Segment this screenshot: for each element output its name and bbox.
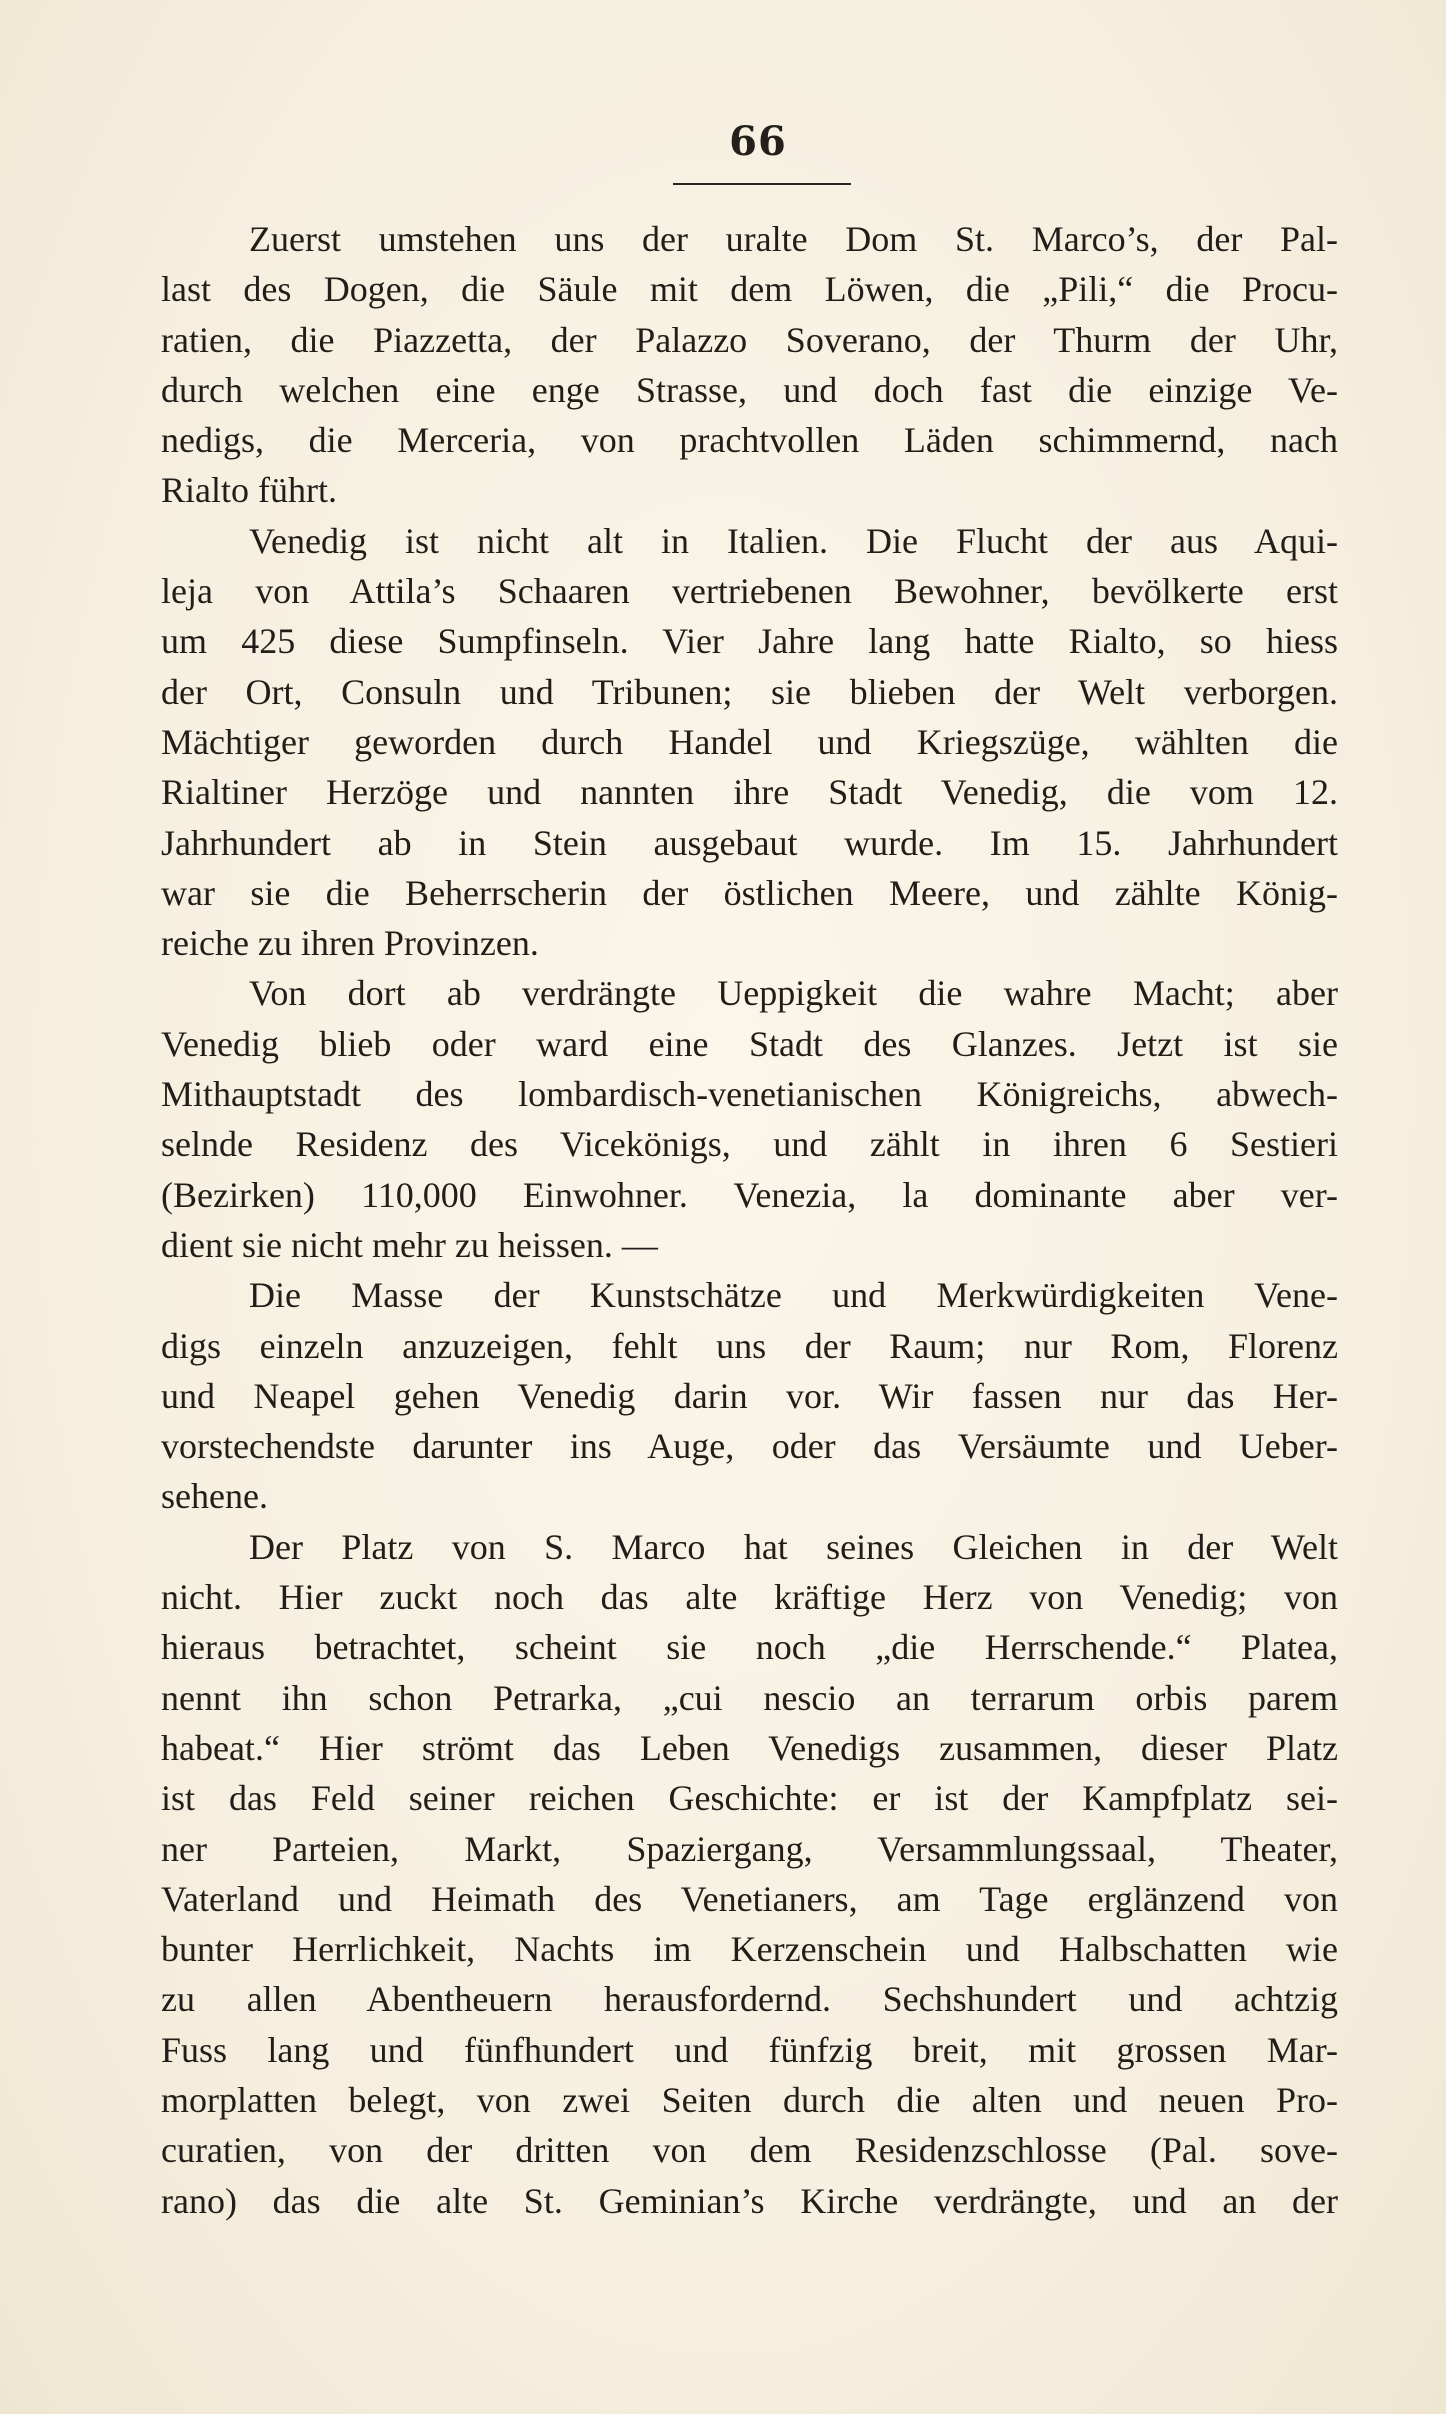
text-line: Von dort ab verdrängte Ueppigkeit die wahre Macht; aber xyxy=(249,973,1338,1014)
text-line: hieraus betrachtet, scheint sie noch „die Herrschende.“ Platea, xyxy=(161,1627,1338,1668)
text-line: leja von Attila’s Schaaren vertriebenen Bewohner, bevölkerte erst xyxy=(161,571,1338,612)
text-line: vorstechendste darunter ins Auge, oder das Versäumte und Ueber- xyxy=(161,1426,1338,1467)
text-line: curatien, von der dritten von dem Residenzschlosse (Pal. sove- xyxy=(161,2130,1338,2171)
header-rule xyxy=(673,183,851,185)
paragraph xyxy=(161,516,1338,969)
text-line: dient sie nicht mehr zu heissen. — xyxy=(161,1224,658,1265)
text-line: Venedig ist nicht alt in Italien. Die Flucht der aus Aqui- xyxy=(249,520,1338,561)
page-number: 66 xyxy=(729,118,787,165)
text-line: Rialto führt. xyxy=(161,470,337,511)
text-line: Mächtiger geworden durch Handel und Kriegszüge, wählten die xyxy=(161,721,1338,762)
text-line: ist das Feld seiner reichen Geschichte: er ist der Kampfplatz sei- xyxy=(161,1778,1338,1819)
text-line: nennt ihn schon Petrarka, „cui nescio an terrarum orbis parem xyxy=(161,1677,1338,1718)
text-line: Jahrhundert ab in Stein ausgebaut wurde. Im 15. Jahrhundert xyxy=(161,822,1338,863)
text-line: Die Masse der Kunstschätze und Merkwürdigkeiten Vene- xyxy=(249,1275,1338,1316)
text-line: Der Platz von S. Marco hat seines Gleichen in der Welt xyxy=(249,1526,1338,1567)
text-line: digs einzeln anzuzeigen, fehlt uns der Raum; nur Rom, Florenz xyxy=(161,1325,1338,1366)
text-line: reiche zu ihren Provinzen. xyxy=(161,923,539,964)
text-line: Venedig blieb oder ward eine Stadt des Glanzes. Jetzt ist sie xyxy=(161,1023,1338,1064)
paragraph xyxy=(161,968,1338,1270)
paragraph xyxy=(161,1522,1338,2226)
text-line: (Bezirken) 110,000 Einwohner. Venezia, la dominante aber ver- xyxy=(161,1174,1338,1215)
paragraph xyxy=(161,1270,1338,1521)
text-line: Fuss lang und fünfhundert und fünfzig breit, mit grossen Mar- xyxy=(161,2029,1338,2070)
paragraph xyxy=(161,214,1338,516)
text-line: morplatten belegt, von zwei Seiten durch die alten und neuen Pro- xyxy=(161,2079,1338,2120)
text-line: nedigs, die Merceria, von prachtvollen Läden schimmernd, nach xyxy=(161,420,1338,461)
text-line: habeat.“ Hier strömt das Leben Venedigs zusammen, dieser Platz xyxy=(161,1727,1338,1768)
text-line: ner Parteien, Markt, Spaziergang, Versammlungssaal, Theater, xyxy=(161,1828,1338,1869)
text-line: bunter Herrlichkeit, Nachts im Kerzenschein und Halbschatten wie xyxy=(161,1929,1338,1970)
text-line: Rialtiner Herzöge und nannten ihre Stadt Venedig, die vom 12. xyxy=(161,772,1338,813)
text-line: sehene. xyxy=(161,1476,268,1517)
body-text xyxy=(161,214,1338,2226)
text-line: Vaterland und Heimath des Venetianers, am Tage erglänzend von xyxy=(161,1878,1338,1919)
text-line: Zuerst umstehen uns der uralte Dom St. Marco’s, der Pal- xyxy=(249,219,1338,259)
text-line: durch welchen eine enge Strasse, und doch fast die einzige Ve- xyxy=(161,369,1338,410)
text-line: nicht. Hier zuckt noch das alte kräftige Herz von Venedig; von xyxy=(161,1577,1338,1618)
text-line: selnde Residenz des Vicekönigs, und zählt in ihren 6 Sestieri xyxy=(161,1124,1338,1165)
text-line: last des Dogen, die Säule mit dem Löwen, die „Pili,“ die Procu- xyxy=(161,269,1338,310)
text-line: war sie die Beherrscherin der östlichen Meere, und zählte König- xyxy=(161,872,1338,913)
text-line: Mithauptstadt des lombardisch-venetianischen Königreichs, abwech- xyxy=(161,1074,1338,1115)
text-line: rano) das die alte St. Geminian’s Kirche verdrängte, und an der xyxy=(161,2180,1338,2221)
text-line: ratien, die Piazzetta, der Palazzo Soverano, der Thurm der Uhr, xyxy=(161,319,1338,360)
text-line: der Ort, Consuln und Tribunen; sie blieben der Welt verborgen. xyxy=(161,671,1338,712)
text-line: um 425 diese Sumpfinseln. Vier Jahre lang hatte Rialto, so hiess xyxy=(161,621,1338,662)
text-line: und Neapel gehen Venedig darin vor. Wir fassen nur das Her- xyxy=(161,1375,1338,1416)
text-line: zu allen Abentheuern herausfordernd. Sechshundert und achtzig xyxy=(161,1979,1338,2020)
